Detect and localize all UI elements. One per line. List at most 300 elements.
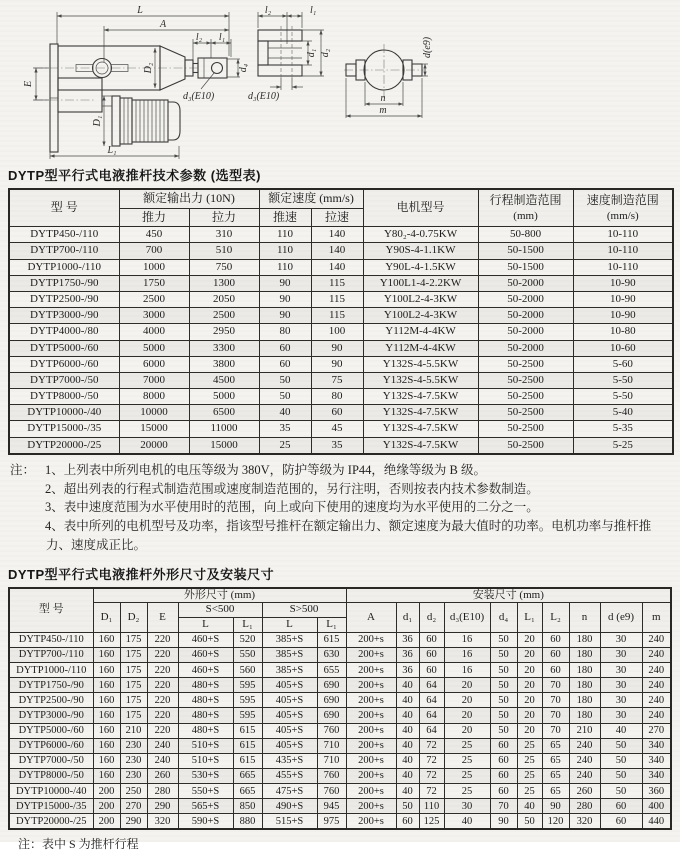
table-cell: 270 — [642, 723, 671, 738]
table-cell: 480+S — [178, 723, 233, 738]
table-row — [9, 647, 671, 662]
main-side-view — [23, 5, 249, 159]
table-cell: 2500 — [119, 291, 189, 307]
table-cell: 1750 — [119, 275, 189, 291]
table-cell: 160 — [93, 738, 120, 753]
dim-label-fork-l2: l₂ — [264, 5, 272, 16]
table-cell: 405+S — [262, 723, 317, 738]
table-cell: 25 — [517, 768, 542, 783]
col-header-d4: d₄ — [490, 603, 517, 633]
table-cell: 750 — [189, 259, 259, 275]
table-cell: DYTP20000-/25 — [9, 437, 119, 454]
table-row — [9, 693, 671, 708]
table-cell: 10-110 — [573, 227, 673, 243]
table-cell: 72 — [419, 784, 444, 799]
table-cell: 60 — [542, 663, 569, 678]
table-row — [9, 421, 673, 437]
table-cell: 110 — [419, 799, 444, 814]
table-cell: 690 — [317, 693, 346, 708]
table-cell: 230 — [120, 768, 147, 783]
table-cell: 40 — [444, 814, 490, 830]
table-cell: 50 — [600, 768, 642, 783]
table-cell: 60 — [600, 799, 642, 814]
table-cell: 60 — [396, 814, 419, 830]
table-cell: 490+S — [262, 799, 317, 814]
table-cell: 30 — [600, 663, 642, 678]
table-cell: 3800 — [189, 356, 259, 372]
table-cell: 50 — [490, 678, 517, 693]
table-cell: 3300 — [189, 340, 259, 356]
speed-range-unit: (mm/s) — [606, 209, 639, 222]
section1-title: DYTP型平行式电液推杆技术参数 (选型表) — [8, 168, 261, 183]
table-cell: 200+s — [346, 663, 396, 678]
table-cell: DYTP1000-/110 — [9, 259, 119, 275]
table-cell: 4000 — [119, 324, 189, 340]
table-cell: 90 — [259, 308, 311, 324]
table-cell: 50 — [490, 723, 517, 738]
table-cell: 90 — [311, 356, 363, 372]
table-row — [9, 340, 673, 356]
table-cell: 90 — [542, 799, 569, 814]
table-cell: 40 — [600, 723, 642, 738]
table-cell: Y100L2-4-3KW — [363, 308, 478, 324]
table-cell: 200 — [93, 799, 120, 814]
table-cell: 10-110 — [573, 259, 673, 275]
table-cell: 70 — [542, 693, 569, 708]
table-cell: 60 — [259, 356, 311, 372]
table-cell: 5-40 — [573, 405, 673, 421]
table-cell: 10-80 — [573, 324, 673, 340]
table-cell: DYTP700-/110 — [9, 647, 93, 662]
table-row — [9, 227, 673, 243]
table-cell: DYTP1750-/90 — [9, 275, 119, 291]
table-cell: 140 — [311, 243, 363, 259]
dim-label-d3: d₃(E10) — [183, 91, 215, 102]
table-cell: 30 — [600, 678, 642, 693]
table-cell: 70 — [542, 678, 569, 693]
table-cell: 180 — [569, 708, 600, 723]
table-cell: 60 — [419, 647, 444, 662]
table-cell: 140 — [311, 227, 363, 243]
table-cell: 10-90 — [573, 275, 673, 291]
table-cell: 20 — [517, 663, 542, 678]
table-cell: 160 — [93, 708, 120, 723]
table-row — [9, 753, 671, 768]
table-cell: 10-110 — [573, 243, 673, 259]
table-cell: 180 — [569, 632, 600, 647]
table-cell: 64 — [419, 693, 444, 708]
table-cell: 40 — [396, 753, 419, 768]
table-cell: 40 — [396, 693, 419, 708]
selection-parameters-table — [8, 188, 674, 455]
table-cell: 120 — [542, 814, 569, 830]
table-cell: 1300 — [189, 275, 259, 291]
table-cell: DYTP4000-/80 — [9, 324, 119, 340]
table-cell: 220 — [147, 708, 178, 723]
table-cell: 60 — [600, 814, 642, 830]
table-row — [9, 678, 671, 693]
table-cell: 16 — [444, 647, 490, 662]
dim-label-d4: d₄ — [238, 63, 249, 73]
col-header-d2: d₂ — [419, 603, 444, 633]
table-cell: 515+S — [262, 814, 317, 830]
table-cell: 8000 — [119, 389, 189, 405]
table-cell: 110 — [259, 259, 311, 275]
table-cell: 310 — [189, 227, 259, 243]
table-cell: 615 — [233, 738, 262, 753]
table-cell: 480+S — [178, 693, 233, 708]
table-cell: 50-2500 — [478, 389, 573, 405]
table-cell: 65 — [542, 753, 569, 768]
table-cell: 400 — [642, 799, 671, 814]
table-cell: 3000 — [119, 308, 189, 324]
table-cell: 160 — [93, 768, 120, 783]
table-cell: DYTP10000-/40 — [9, 405, 119, 421]
engineering-drawing — [0, 0, 680, 162]
table-cell: 60 — [311, 405, 363, 421]
table-cell: 480+S — [178, 678, 233, 693]
table-cell: 50 — [600, 738, 642, 753]
table-cell: DYTP6000-/60 — [9, 356, 119, 372]
table-cell: 25 — [444, 784, 490, 799]
table-cell: 10-90 — [573, 308, 673, 324]
table-cell: 80 — [311, 389, 363, 405]
table-cell: 65 — [542, 784, 569, 799]
table-cell: 50 — [490, 632, 517, 647]
dim-label-fork-l1: l₁ — [310, 5, 317, 16]
table-cell: DYTP1750-/90 — [9, 678, 93, 693]
table-cell: 72 — [419, 753, 444, 768]
table-cell: 40 — [396, 784, 419, 799]
table-cell: 25 — [517, 784, 542, 799]
table-cell: 290 — [120, 814, 147, 830]
table-cell: DYTP10000-/40 — [9, 784, 93, 799]
table-cell: 50-2000 — [478, 308, 573, 324]
table-cell: 1000 — [119, 259, 189, 275]
table-cell: 64 — [419, 708, 444, 723]
table-cell: Y112M-4-4KW — [363, 324, 478, 340]
table-cell: 10-90 — [573, 291, 673, 307]
table-cell: 50-1500 — [478, 243, 573, 259]
table-row — [9, 308, 673, 324]
table-cell: 20 — [517, 678, 542, 693]
table-cell: 45 — [311, 421, 363, 437]
col-header-n: n — [569, 603, 600, 633]
table-cell: 665 — [233, 784, 262, 799]
table-cell: 60 — [259, 340, 311, 356]
table-cell: 115 — [311, 308, 363, 324]
table-cell: 64 — [419, 723, 444, 738]
table-cell: 250 — [120, 784, 147, 799]
table-cell: 220 — [147, 678, 178, 693]
table-cell: 20 — [517, 632, 542, 647]
table-cell: 50-2000 — [478, 324, 573, 340]
table-cell: 760 — [317, 723, 346, 738]
dim-label-fork-d3: d₃(E10) — [248, 91, 280, 102]
table-cell: DYTP2500-/90 — [9, 291, 119, 307]
table-cell: 290 — [147, 799, 178, 814]
table-cell: 50-2500 — [478, 356, 573, 372]
table-cell: 115 — [311, 291, 363, 307]
table-cell: 240 — [569, 738, 600, 753]
dim-label-D1: D₁ — [92, 115, 103, 127]
dim-label-fork-d1: d₁ — [306, 48, 317, 58]
table-cell: 30 — [600, 693, 642, 708]
table-cell: 20 — [517, 723, 542, 738]
dim-label-L1: L₁ — [107, 145, 117, 156]
col-header-speed-range — [573, 189, 673, 227]
table-cell: 90 — [311, 340, 363, 356]
table-cell: 460+S — [178, 647, 233, 662]
note-item-1: 1、上列表中所列电机的电压等级为 380V，防护等级为 IP44，绝缘等级为 B 级。 — [45, 462, 486, 477]
table-cell: 175 — [120, 678, 147, 693]
table-row — [9, 437, 673, 454]
table-cell: 15000 — [189, 437, 259, 454]
table-cell: 160 — [93, 678, 120, 693]
col-header-E: E — [147, 603, 178, 633]
table-cell: Y80₂-4-0.75KW — [363, 227, 478, 243]
table-cell: 175 — [120, 693, 147, 708]
dimensions-table — [8, 587, 672, 831]
table-cell: 160 — [93, 663, 120, 678]
col-header-D1: D₁ — [93, 603, 120, 633]
table-cell: DYTP5000-/60 — [9, 723, 93, 738]
table-cell: 25 — [259, 437, 311, 454]
table-cell: 280 — [569, 799, 600, 814]
table-cell: 655 — [317, 663, 346, 678]
table-cell: DYTP8000-/50 — [9, 768, 93, 783]
table-cell: 50-1500 — [478, 259, 573, 275]
col-header-s-gt-500: S>500 — [262, 603, 346, 618]
col-header-stroke-range — [478, 189, 573, 227]
table-cell: 405+S — [262, 693, 317, 708]
table-row — [9, 738, 671, 753]
dim-label-D2: D₂ — [143, 62, 154, 74]
table-cell: 50-2500 — [478, 437, 573, 454]
table-cell: 11000 — [189, 421, 259, 437]
table-cell: 200+s — [346, 799, 396, 814]
table-cell: 550+S — [178, 784, 233, 799]
table-cell: 560 — [233, 663, 262, 678]
table-cell: 30 — [600, 632, 642, 647]
table-cell: 25 — [444, 768, 490, 783]
table-cell: 50 — [490, 708, 517, 723]
dim-label-fork-d2: d₂ — [320, 48, 331, 58]
table-cell: 460+S — [178, 663, 233, 678]
stroke-footnote: 注：表中 S 为推杆行程 — [18, 837, 139, 852]
table-cell: 20000 — [119, 437, 189, 454]
table-row — [9, 708, 671, 723]
table-cell: 550 — [233, 647, 262, 662]
table-cell: 6500 — [189, 405, 259, 421]
table-cell: 240 — [147, 738, 178, 753]
table-cell: 590+S — [178, 814, 233, 830]
table-cell: 50 — [490, 663, 517, 678]
table-row — [9, 663, 671, 678]
table-cell: 595 — [233, 708, 262, 723]
table-cell: 220 — [147, 693, 178, 708]
table-cell: DYTP6000-/60 — [9, 738, 93, 753]
table-cell: DYTP3000-/90 — [9, 708, 93, 723]
table-cell: 260 — [569, 784, 600, 799]
table-cell: 5000 — [119, 340, 189, 356]
table-cell: 36 — [396, 647, 419, 662]
table-cell: 20 — [517, 693, 542, 708]
col-header-pull-speed: 拉速 — [311, 208, 363, 227]
table-cell: 240 — [642, 647, 671, 662]
col-header-d1: d₁ — [396, 603, 419, 633]
table-cell: 385+S — [262, 647, 317, 662]
table-cell: 280 — [147, 784, 178, 799]
table-cell: 240 — [642, 693, 671, 708]
table-cell: 530+S — [178, 768, 233, 783]
table-cell: 30 — [600, 708, 642, 723]
table-cell: 340 — [642, 738, 671, 753]
table-cell: 70 — [542, 723, 569, 738]
table-cell: 50 — [600, 784, 642, 799]
table-cell: 25 — [444, 753, 490, 768]
table-cell: 5-35 — [573, 421, 673, 437]
table-cell: 175 — [120, 647, 147, 662]
table-cell: 240 — [642, 663, 671, 678]
table-cell: 240 — [642, 708, 671, 723]
table-cell: DYTP8000-/50 — [9, 389, 119, 405]
table-cell: 665 — [233, 768, 262, 783]
table-cell: 450 — [119, 227, 189, 243]
table-cell: DYTP450-/110 — [9, 227, 119, 243]
table-cell: 405+S — [262, 678, 317, 693]
table-cell: 15000 — [119, 421, 189, 437]
table-cell: 16 — [444, 663, 490, 678]
table-cell: 435+S — [262, 753, 317, 768]
table-cell: 210 — [569, 723, 600, 738]
table-cell: 385+S — [262, 663, 317, 678]
table-cell: 30 — [444, 799, 490, 814]
table-cell: 7000 — [119, 372, 189, 388]
notes-block — [10, 461, 670, 555]
col-header-rated-output: 额定输出力 (10N) — [119, 189, 259, 208]
table-cell: 340 — [642, 768, 671, 783]
col-header-L-lt: L — [178, 618, 233, 633]
table-cell: 50 — [490, 647, 517, 662]
table-cell: 125 — [419, 814, 444, 830]
table-cell: Y132S-4-7.5KW — [363, 405, 478, 421]
table-cell: 50 — [259, 372, 311, 388]
table-cell: 180 — [569, 693, 600, 708]
table-cell: 10-60 — [573, 340, 673, 356]
table-cell: 35 — [259, 421, 311, 437]
table-cell: 5000 — [189, 389, 259, 405]
dim-label-n: n — [380, 93, 386, 104]
table-cell: 80 — [259, 324, 311, 340]
table-cell: 385+S — [262, 632, 317, 647]
table-cell: 70 — [490, 799, 517, 814]
table-cell: 50-2000 — [478, 340, 573, 356]
table-row — [9, 291, 673, 307]
table-cell: 565+S — [178, 799, 233, 814]
trunnion-end-view — [344, 36, 433, 118]
table-cell: 40 — [396, 723, 419, 738]
table-cell: 945 — [317, 799, 346, 814]
table-cell: 230 — [120, 753, 147, 768]
table-cell: 60 — [419, 632, 444, 647]
fork-section-view — [248, 5, 331, 102]
table-cell: 160 — [93, 632, 120, 647]
table-cell: 20 — [444, 708, 490, 723]
table-cell: 595 — [233, 678, 262, 693]
table-cell: 72 — [419, 738, 444, 753]
table-cell: 200+s — [346, 753, 396, 768]
table-cell: 25 — [444, 738, 490, 753]
table-cell: 20 — [517, 647, 542, 662]
table-cell: 4500 — [189, 372, 259, 388]
table-cell: 200+s — [346, 708, 396, 723]
notes-label: 注： — [10, 462, 36, 477]
table-cell: DYTP1000-/110 — [9, 663, 93, 678]
table-cell: 20 — [444, 678, 490, 693]
table-cell: 270 — [120, 799, 147, 814]
table-row — [9, 799, 671, 814]
table-cell: 160 — [93, 647, 120, 662]
dim-label-l2: l₂ — [195, 32, 203, 43]
col-header-rated-speed: 额定速度 (mm/s) — [259, 189, 363, 208]
table-cell: 100 — [311, 324, 363, 340]
table-cell: 240 — [569, 768, 600, 783]
table-cell: DYTP450-/110 — [9, 632, 93, 647]
table-cell: 5-50 — [573, 372, 673, 388]
dim-label-l1: l₁ — [218, 32, 226, 43]
table-cell: 200+s — [346, 693, 396, 708]
table-cell: 200 — [93, 814, 120, 830]
table-cell: 160 — [93, 753, 120, 768]
table-cell: Y90S-4-1.1KW — [363, 243, 478, 259]
table-cell: 36 — [396, 632, 419, 647]
table-cell: 700 — [119, 243, 189, 259]
col-header-install-dims: 安装尺寸 (mm) — [346, 588, 671, 603]
table-cell: 710 — [317, 738, 346, 753]
table-cell: 40 — [259, 405, 311, 421]
table-cell: 50-2500 — [478, 405, 573, 421]
table-row — [9, 768, 671, 783]
table-cell: 30 — [600, 647, 642, 662]
col-header-d3: d₃(E10) — [444, 603, 490, 633]
table-cell: 240 — [642, 678, 671, 693]
table-cell: 50-2000 — [478, 291, 573, 307]
table-cell: 690 — [317, 708, 346, 723]
table-cell: Y132S-4-7.5KW — [363, 389, 478, 405]
table-cell: 200+s — [346, 723, 396, 738]
table-cell: 480+S — [178, 708, 233, 723]
table-cell: 220 — [147, 647, 178, 662]
table-cell: 50-2500 — [478, 421, 573, 437]
table-cell: 360 — [642, 784, 671, 799]
table-cell: DYTP15000-/35 — [9, 799, 93, 814]
table-cell: 50 — [396, 799, 419, 814]
table-cell: 880 — [233, 814, 262, 830]
col-header-s-lt-500: S<500 — [178, 603, 262, 618]
table-cell: 455+S — [262, 768, 317, 783]
table-cell: 630 — [317, 647, 346, 662]
col-header-L-gt: L — [262, 618, 317, 633]
table-cell: 200+s — [346, 738, 396, 753]
table-cell: 760 — [317, 768, 346, 783]
col-header-A: A — [346, 603, 396, 633]
table-cell: 760 — [317, 784, 346, 799]
table-cell: 510 — [189, 243, 259, 259]
table-cell: DYTP700-/110 — [9, 243, 119, 259]
table-cell: 220 — [147, 723, 178, 738]
col-header-L1-lt: L₁ — [233, 618, 262, 633]
